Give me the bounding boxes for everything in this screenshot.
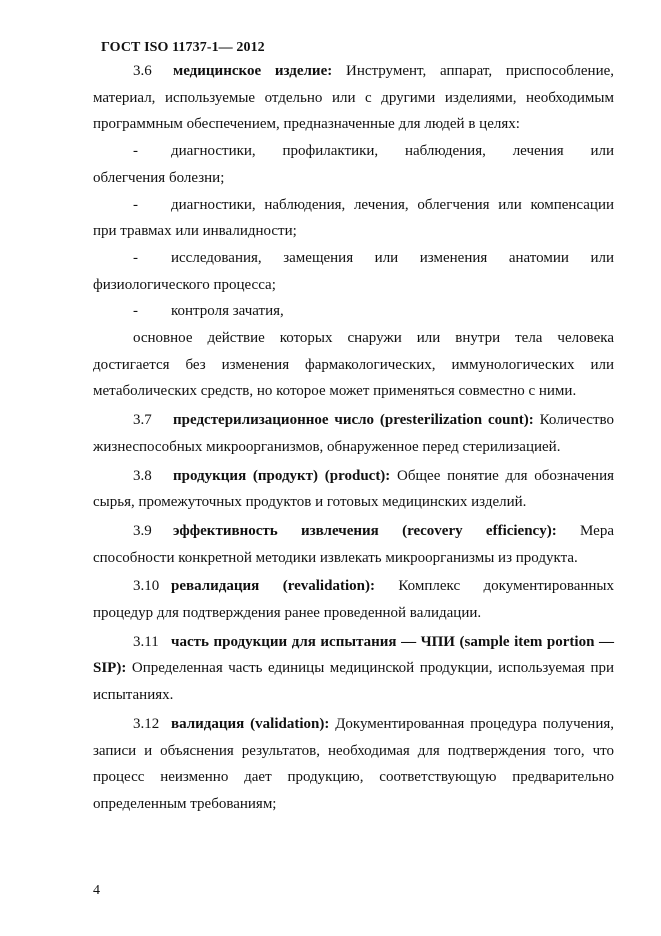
definition-text: Общее понятие для обозначения сырья, промежуточных продуктов и готовых медицинских изделий.: [93, 467, 614, 511]
clause-number: 3.11: [133, 633, 159, 650]
list-item: [93, 192, 614, 245]
list-item-text: диагностики, наблюдения, лечения, облегчения или компенсации: [171, 196, 614, 213]
page-number: 4: [93, 883, 100, 898]
definition-3-9: [93, 518, 614, 571]
definition-text: Определенная часть единицы медицинской продукции, используемая при испытаниях.: [93, 660, 614, 704]
list-item-text: диагностики, профилактики, наблюдения, лечения или: [171, 143, 614, 160]
list-item: [93, 245, 614, 298]
list-dash: -: [133, 249, 138, 266]
definition-text: Мера способности конкретной методики извлекать микроорганизмы из продукта.: [93, 522, 614, 566]
definition-3-7: [93, 407, 614, 460]
definition-term: медицинское изделие:: [173, 63, 333, 79]
definition-3-10: [93, 573, 614, 626]
definition-text: Инструмент, аппарат, приспособление, материал, используемые отдельно или с другими изделиями, необходимым программным обеспечением, предназначенные для людей в целях:: [93, 63, 615, 133]
document-body: [93, 58, 614, 818]
definition-term: валидация (validation):: [171, 715, 330, 732]
clause-number: 3.7: [133, 412, 152, 429]
definition-term: предстерилизационное число (presterilization count):: [173, 412, 534, 429]
list-item: [93, 138, 614, 191]
definition-text: Количество жизнеспособных микроорганизмов, обнаруженное перед стерилизацией.: [93, 412, 614, 455]
purpose-list: [93, 138, 614, 325]
list-item-continuation: при травмах или инвалидности;: [93, 223, 297, 240]
definition-term: ревалидация (revalidation):: [171, 578, 375, 595]
definition-term: эффективность извлечения (recovery efficiency):: [173, 522, 557, 539]
definition-3-12: [93, 711, 614, 818]
definition-term: продукция (продукт) (product):: [173, 467, 391, 484]
definition-text: Комплекс документированных процедур для подтверждения ранее проведенной валидации.: [93, 578, 614, 622]
list-item-continuation: облегчения болезни;: [93, 169, 225, 186]
list-item-continuation: физиологического процесса;: [93, 276, 276, 293]
list-dash: -: [133, 143, 138, 160]
definition-3-11: [93, 629, 614, 709]
definition-term: часть продукции для испытания — ЧПИ (sample item portion — SIP):: [93, 633, 614, 677]
list-item-text: исследования, замещения или изменения анатомии или: [171, 249, 614, 266]
standard-header: ГОСТ ISO 11737-1— 2012: [101, 40, 265, 55]
definition-closing: основное действие которых снаружи или внутри тела человека достигается без изменения фармакологических, иммунологических или метаболических средств, но которое может применяться совместно с ними.: [93, 330, 614, 400]
clause-number: 3.8: [133, 467, 152, 484]
list-item: [93, 298, 614, 325]
clause-number: 3.6: [133, 63, 152, 79]
list-item-text: контроля зачатия,: [171, 303, 284, 320]
clause-number: 3.9: [133, 522, 152, 539]
definition-text: Документированная процедура получения, записи и объяснения результатов, необходимая для подтверждения того, что процесс неизменно дает продукцию, соответствующую предварительно определенным требованиям;: [93, 715, 614, 812]
list-dash: -: [133, 196, 138, 213]
definition-3-6: [93, 58, 614, 138]
definition-3-8: [93, 463, 614, 516]
list-dash: -: [133, 303, 138, 320]
clause-number: 3.12: [133, 715, 160, 732]
clause-number: 3.10: [133, 578, 160, 595]
